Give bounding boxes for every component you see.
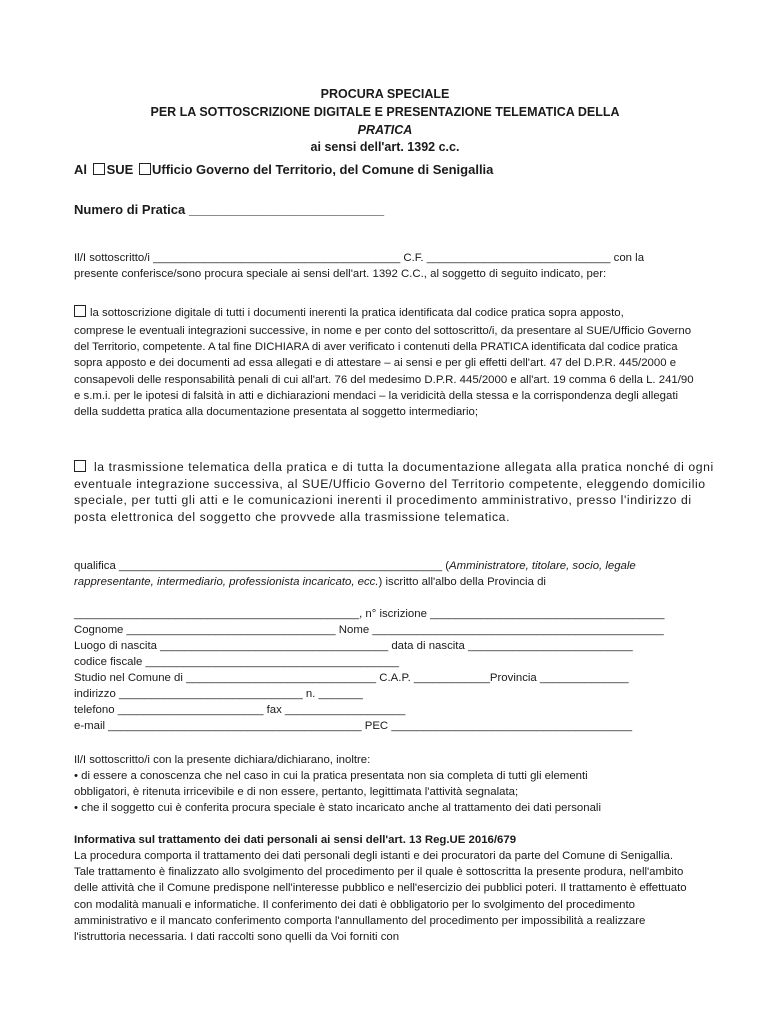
field-studio[interactable]: Studio nel Comune di ______________________________ C.A.P. ____________Provincia ______________ (74, 672, 629, 684)
recipient-sue: SUE (106, 162, 134, 177)
recipient-ufficio: Ufficio Governo del Territorio, del Comune di Senigallia (151, 162, 494, 177)
option2-checkbox[interactable] (74, 460, 86, 472)
qualifica-tail: ) iscritto all'albo della Provincia di (378, 576, 546, 589)
qualifica-italic-1: Amministratore, titolare, socio, legale (449, 560, 636, 572)
intro-line-2: presente conferisce/sono procura speciale ai sensi dell'art. 1392 C.C., al soggetto di seguito indicato, per: (74, 268, 607, 280)
option2-paragraph (74, 459, 714, 525)
field-albo[interactable]: _____________________________________________, n° iscrizione _____________________________________ (74, 608, 665, 620)
declaration-line-3: obbligatori, è ritenuta irricevibile e di non essere, pertanto, legittimata l'attività segnalata; (74, 786, 519, 798)
title-line-4: ai sensi dell'art. 1392 c.c. (310, 140, 460, 154)
qualifica-label: qualifica ___________________________________________________ ( (74, 560, 449, 572)
title-line-1: PROCURA SPECIALE (320, 87, 450, 101)
field-cognome-nome[interactable]: Cognome _________________________________ Nome ______________________________________________ (74, 624, 664, 636)
field-codice-fiscale[interactable]: codice fiscale ________________________________________ (74, 656, 399, 668)
title-line-2: PER LA SOTTOSCRIZIONE DIGITALE E PRESENTAZIONE TELEMATICA DELLA (150, 105, 620, 119)
qualifica-paragraph (74, 558, 714, 590)
privacy-text: La procedura comporta il trattamento dei dati personali degli istanti e dei procuratori da parte del Comune di Senigallia. Tale trattamento è finalizzato allo svolgimento del procedimento per il quale è sottoscritta la presente produra, nell'ambito delle attività che il Comune predispone nell'interesse pubblico e nell'esercizio dei pubblici poteri. Il trattamento è effettuato con modalità manuali e informatiche. Il conferimento dei dati è obbligatorio per lo svolgimento del procedimento amministrativo e il mancato conferimento comporta l'annullamento del procedimento per impossibilità a realizzare l'istruttoria necessaria. I dati raccolti sono quelli da Voi forniti con (74, 850, 687, 944)
declaration-line-4: • che il soggetto cui è conferita procura speciale è stato incaricato anche al trattamento dei dati personali (74, 802, 601, 814)
sue-checkbox[interactable] (93, 163, 105, 175)
intro-line-1: Il/I sottoscritto/i _______________________________________ C.F. _____________________________ con la (74, 252, 645, 264)
field-telefono-fax[interactable]: telefono _______________________ fax ___________________ (74, 704, 406, 716)
field-indirizzo[interactable]: indirizzo _____________________________ n. _______ (74, 688, 363, 700)
field-nascita[interactable]: Luogo di nascita ____________________________________ data di nascita __________________________ (74, 640, 633, 652)
field-email-pec[interactable]: e-mail ________________________________________ PEC ______________________________________ (74, 720, 633, 732)
declaration-line-2: • di essere a conoscenza che nel caso in cui la pratica presentata non sia completa di tutti gli elementi (74, 770, 588, 782)
option1-first-line (74, 305, 624, 321)
recipient-al: Al (74, 162, 87, 177)
recipient-line (74, 162, 493, 177)
numero-pratica: Numero di Pratica ___________________________ (74, 202, 385, 217)
option1-checkbox[interactable] (74, 305, 86, 317)
option1-first: la sottoscrizione digitale di tutti i documenti inerenti la pratica identificata dal codice pratica sopra apposto, (90, 307, 624, 319)
title-line-3: PRATICA (357, 123, 413, 137)
privacy-heading: Informativa sul trattamento dei dati personali ai sensi dell'art. 13 Reg.UE 2016/679 (74, 834, 517, 846)
ufficio-checkbox[interactable] (139, 163, 151, 175)
qualifica-italic-2: rappresentante, intermediario, professionista incaricato, ecc. (74, 576, 379, 589)
option2-text: la trasmissione telematica della pratica e di tutta la documentazione allegata alla pratica nonché di ogni eventuale integrazione successiva, al SUE/Ufficio Governo del Territorio competente, eleggendo domicilio speciale, per tutti gli atti e le comunicazioni inerenti il procedimento amministrativo, presso l'indirizzo di posta elettronica del soggetto che provvede alla trasmissione telematica. (74, 460, 714, 524)
option1-text: comprese le eventuali integrazioni successive, in nome e per conto del sottoscritto/i, da presentare al SUE/Ufficio Governo del Territorio, competente. A tal fine DICHIARA di aver verificato i contenuti della PRATICA identificata dal codice pratica sopra apposto e dei documenti ad essa allegati e di attestare – ai sensi e per gli effetti dell'art. 47 del D.P.R. 445/2000 e consapevoli delle responsabilità penali di cui all'art. 76 del medesimo D.P.R. 445/2000 e all'art. 19 comma 6 della L. 241/90 e s.m.i. per le ipotesi di falsità in atti e dichiarazioni mendaci – la veridicità della stessa e la corrispondenza degli allegati della suddetta pratica alla documentazione presentata al soggetto intermediario; (74, 325, 694, 419)
declaration-line-1: Il/I sottoscritto/i con la presente dichiara/dichiarano, inoltre: (74, 754, 371, 766)
